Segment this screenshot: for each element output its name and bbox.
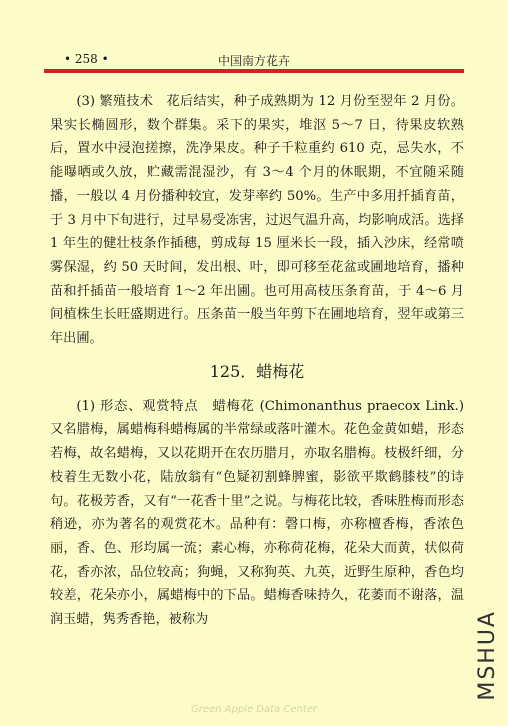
paragraph-morphology: (1) 形态、观赏特点 蜡梅花 (Chimonanthus praecox Link.) 又名腊梅，属蜡梅科蜡梅属的半常绿或落叶灌木。花色金黄如蜡，形态若梅，故名蜡梅，又以花期开在农历腊月，亦取名腊梅。枝极纤细，分枝着生无数小花，陆放翁有“色疑初割蜂脾蜜，影欲平欺鹤膝枝”的诗句。花极芳香，又有“一花香十里”之说。与梅花比较，香味胜梅而形态稍逊，亦为著名的观赏花木。品种有：磬口梅，亦称檀香梅，香浓色丽，香、色、形均属一流；素心梅，亦称荷花梅，花朵大而黄，状似荷花，香亦浓，品位较高；狗蝇，又称狗英、九英，近野生原种，香色均较差，花朵亦小，属蜡梅中的下品。蜡梅香味持久，花萎而不谢落，温润玉蜡，隽秀香艳，被称为: [50, 398, 464, 628]
page-header: [44, 52, 464, 70]
footer-watermark: Green Apple Data Center: [190, 704, 318, 715]
paragraph-propagation: (3) 繁殖技术 花后结实，种子成熟期为 12 月份至翌年 2 月份。果实长椭圆形，数个群集。采下的果实，堆沤 5～7 日，待果皮软熟后，置水中浸泡搓擦，洗净果皮。种子千粒重约 610 克，忌失水，不能曝晒或久放，贮藏需混湿沙，有 3～4 个月的休眠期，不宜随采随播，一般以 4 月份播种较宜，发芽率约 50%。生产中多用扦插育苗，于 3 月中下旬进行，过早易受冻害，过迟气温升高，均影响成活。选择 1 年生的健壮枝条作插穗，剪成每 15 厘米长一段，插入沙床，经常喷雾保湿，约 50 天时间，发出根、叶，即可移至花盆或圃地培育，播种苗和扦插苗一般培育 1～2 年出圃。也可用高枝压条育苗，于 4～6 月间植株生长旺盛期进行。压条苗一般当年剪下在圃地培育，翌年或第三年出圃。: [50, 94, 464, 347]
page-body: [50, 90, 464, 632]
page-number: • 258 •: [64, 52, 109, 66]
section-title: 125．蜡梅花: [209, 361, 305, 381]
side-stamp: MSHUA: [475, 610, 500, 701]
running-title: 中国南方花卉: [217, 54, 290, 68]
header-rule: [44, 69, 464, 73]
